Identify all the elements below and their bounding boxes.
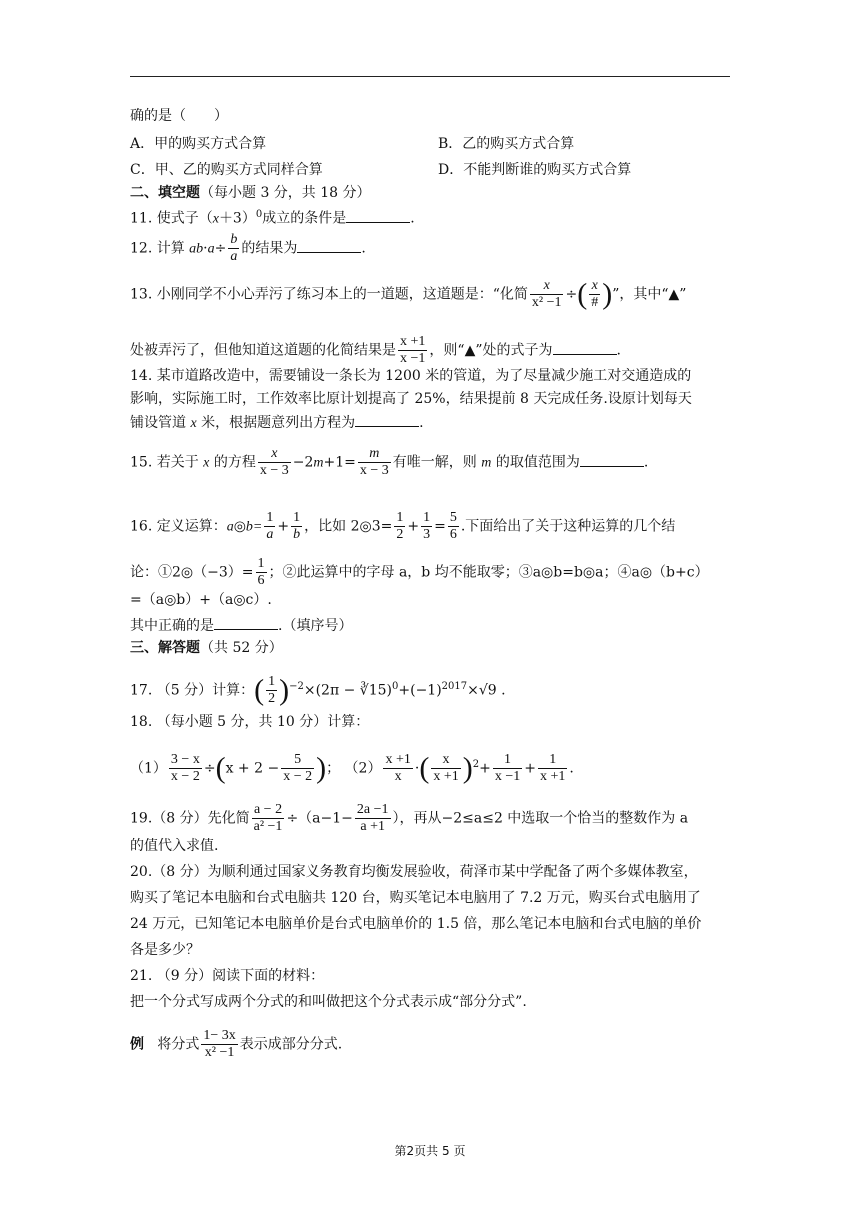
question-13-line-2 (130, 334, 621, 367)
q20-line-1: 20.（8 分）为顺利通过国家义务教育均衡发展验收，荷泽市某中学配备了两个多媒体教室， (130, 864, 698, 880)
section-2-heading (130, 183, 371, 203)
q20-line-4: 各是多少？ (130, 942, 200, 958)
question-12: 12. 计算 ab·a÷ $\frac{b}{a}$ 的结果为 . (130, 232, 366, 264)
question-19 (130, 802, 688, 835)
q15-pre: 15. 若关于 (130, 454, 199, 471)
q13-f3-den: x −1 (400, 351, 426, 366)
q19-f2 (355, 802, 391, 835)
q16-f1-num: 1 (266, 510, 274, 525)
q11-exp: 0 (255, 209, 263, 220)
q17-f-den: 2 (268, 691, 276, 706)
q12-answer-blank[interactable] (297, 238, 361, 253)
q14-var-x: x (190, 416, 197, 431)
q16-f1 (264, 510, 275, 543)
q15-fraction-2 (358, 446, 391, 479)
q14-line-2: 影响，实际施工时，工作效率比原计划提高了 25%，结果提前 8 天完成任务.设原计划每天 (130, 391, 692, 407)
q17-pre: 17. （5 分）计算： (130, 682, 255, 699)
question-17: 17. （5 分）计算：( $\frac{1}{2}$ )$^{-2}\times(2\pi - ∛15)^0+(-1)^{2017}\times√9$ . (130, 673, 506, 707)
q16-f6 (256, 556, 267, 589)
q16-line-4 (130, 615, 352, 636)
q16-f3 (394, 510, 405, 543)
q18-p2-lparen: ( (419, 751, 430, 785)
q18-p2-exp: 2 (472, 758, 480, 770)
q15-f1-den: x − 3 (259, 463, 289, 478)
q18-p1-f2 (281, 752, 314, 785)
option-a: A．甲的购买方式合算 (130, 136, 267, 152)
section-2-note: （每小题 3 分，共 18 分） (200, 185, 371, 201)
q15-fraction-1 (258, 446, 291, 479)
q14-answer-blank[interactable] (355, 412, 419, 427)
q16-l1-post: .下面给出了关于这种运算的几个结 (460, 518, 676, 535)
q16-f4-num: 1 (423, 510, 431, 525)
q14-l3-mid: 米，根据题意列出方程为 (201, 415, 356, 431)
q16-plus: + (277, 518, 290, 535)
q16-line-1 (130, 510, 675, 543)
q11-post: 成立的条件是 (262, 210, 347, 227)
q16-plus-2: + (407, 518, 420, 535)
q18-title: 18. （每小题 5 分，共 10 分）计算： (130, 714, 370, 730)
q18-p2-f3 (493, 752, 522, 785)
q16-f3-den: 2 (396, 527, 404, 542)
q19-mid: ÷（a−1− (286, 810, 353, 827)
q16-eq: = (434, 518, 446, 535)
option-b: B．乙的购买方式合算 (438, 136, 575, 152)
q14-line-1: 14. 某市道路改造中，需要铺设一条长为 1200 米的管道，为了尽量减少施工对交通造成的 (130, 368, 692, 384)
q18-p1-f2-den: x − 2 (283, 769, 313, 784)
q18-p2-f3-num: 1 (504, 752, 512, 767)
q16-l4-post: .（填序号） (278, 618, 353, 634)
q18-p1-div: ÷ (203, 760, 216, 777)
q18-p2-label: （2） (344, 760, 382, 777)
q13-f1-den: x² −1 (531, 295, 562, 310)
q18-p2-f1-den: x (383, 768, 412, 785)
q17-exp1: −2 (289, 680, 304, 692)
q16-f2-num: 1 (293, 510, 301, 525)
q19-line-2: 的值代入求值. (130, 838, 219, 854)
q13-f2-num: x (591, 278, 598, 293)
q16-l1-mid: ，比如 2◎3= (304, 518, 393, 535)
q15-mid1: 的方程 (213, 454, 256, 471)
question-10-tail: 确的是（ ） (130, 108, 228, 124)
q13-f1-num: x (543, 278, 550, 293)
q12-a: a (207, 241, 215, 257)
section-2-title: 二、填空题 (130, 185, 200, 201)
q13-rparen: ) (602, 277, 613, 311)
q16-f6-den: 6 (257, 573, 265, 588)
q15-var-m-2: m (481, 455, 492, 471)
q12-post: 的结果为 (241, 240, 298, 257)
q18-p2-f2 (431, 752, 460, 785)
q13-fraction-2 (589, 278, 600, 311)
q21-f-den: x² −1 (201, 1044, 237, 1061)
q16-f5 (448, 510, 459, 543)
q13-f2-den: # (591, 295, 599, 310)
section-3-heading (130, 638, 283, 658)
q19-f1-num: a − 2 (253, 802, 283, 817)
q19-f2-num: 2a −1 (356, 802, 389, 817)
options-row-1 (130, 134, 266, 154)
q20-line-2: 购买了笔记本电脑和台式电脑共 120 台，购买笔记本电脑用了 7.2 万元，购买台式电脑用了 (130, 890, 701, 906)
q15-end: . (643, 454, 649, 471)
q11-var: x (212, 211, 219, 227)
q12-frac-num: b (230, 232, 238, 247)
q18-p2-dot: · (414, 760, 420, 777)
page-footer: 第2页共 5 页 (394, 1144, 466, 1158)
q18-p1-lparen: ( (215, 751, 226, 785)
q15-f2-num: m (369, 446, 380, 461)
q18-p1-rparen: ) (316, 751, 327, 785)
q19-f1 (252, 802, 285, 835)
q17-lparen-1: ( (254, 673, 265, 707)
q16-f4-den: 3 (423, 527, 431, 542)
q11-end: . (410, 210, 415, 227)
q19-pre: 19.（8 分）先化简 (130, 810, 250, 827)
question-11 (130, 205, 415, 230)
q15-f2-den: x − 3 (359, 463, 389, 478)
q20-line-3: 24 万元，已知笔记本电脑单价是台式电脑单价的 1.5 倍，那么笔记本电脑和台式电脑的单价 (130, 916, 702, 932)
q15-mid5: 的取值范围为 (495, 454, 580, 471)
q13-line2-post: ，则“▲”处的式子为 (429, 342, 553, 359)
q18-p1-label: （1） (130, 760, 167, 777)
q16-l2-pre: 论：①2◎（−3）= (130, 564, 254, 581)
q13-fraction-3 (398, 334, 427, 367)
header-rule (130, 76, 730, 77)
q17-paren-2: 2π − ∛15 (321, 682, 387, 699)
q17-plus: + (398, 682, 411, 699)
q16-l4-pre: 其中正确的是 (130, 618, 214, 634)
q18-p2-f1 (383, 752, 412, 785)
q21-fraction (201, 1028, 237, 1061)
q18-p2-f4-den: x +1 (539, 769, 566, 784)
q18-p1-f1-num: 3 − x (170, 752, 200, 767)
q21-ex-post: 表示成部分分式. (239, 1036, 343, 1053)
q15-mid2: −2 (292, 454, 314, 471)
q18-p2-f3-den: x −1 (494, 769, 521, 784)
option-c: C．甲、乙的购买方式同样合算 (130, 162, 323, 178)
section-3-note: （共 52 分） (200, 640, 283, 656)
q13-lparen: ( (577, 277, 588, 311)
q14-l3-pre: 铺设管道 (130, 415, 186, 431)
q16-line-3: =（a◎b）+（a◎c）. (130, 592, 272, 608)
q15-mid3: +1= (323, 454, 356, 471)
q15-answer-blank[interactable] (580, 452, 644, 467)
q13-line1-post: ”，其中“▲” (612, 286, 687, 303)
q18-p2-end: . (569, 760, 574, 777)
q12-end: . (361, 240, 366, 257)
question-18-parts (130, 752, 574, 785)
q11-mid: ＋3） (218, 210, 256, 227)
q16-line-2 (130, 556, 709, 589)
q12-pre: 12. 计算 (130, 240, 190, 257)
q21-ex-pre: 将分式 (157, 1036, 200, 1053)
q17-exp3: 2017 (441, 680, 468, 692)
q15-mid4: 有唯一解，则 (392, 454, 477, 471)
q21-line-2: 把一个分式写成两个分式的和叫做把这个分式表示成“部分分式”. (130, 994, 527, 1010)
q16-f1-den: a (266, 527, 274, 542)
question-13-line-1: 13. 小刚同学不小心弄污了练习本上的一道题，这道题是：“化简 $\frac{x}{\text{x² −1}}$ ÷( $\frac{x}{\#}$ )”，其中“▲” (130, 277, 687, 311)
q19-post: ），再从−2≤a≤2 中选取一个恰当的整数作为 a (392, 810, 689, 827)
q16-answer-blank[interactable] (214, 615, 278, 630)
q13-line2-pre: 处被弄污了，但他知道这道题的化简结果是 (130, 342, 396, 359)
q18-p1-f1 (169, 752, 202, 785)
q18-p2-rparen: ) (462, 751, 473, 785)
q16-f3-num: 1 (396, 510, 404, 525)
q18-p1-f2-num: 5 (294, 752, 302, 767)
q19-f2-den: a +1 (355, 818, 391, 835)
q13-answer-blank[interactable] (553, 340, 617, 355)
section-3-title: 三、解答题 (130, 640, 200, 656)
q18-p2-f1-num: x +1 (385, 752, 411, 767)
q17-rparen-1: ) (279, 673, 290, 707)
q16-f4 (421, 510, 432, 543)
q18-p2-f4 (538, 752, 567, 785)
q14-line-3 (130, 412, 424, 434)
q12-ab: ab (189, 241, 204, 257)
q17-f-num: 1 (268, 674, 276, 689)
q21-example (130, 1028, 342, 1061)
q15-f1-num: x (271, 446, 278, 461)
q18-p2-f4-num: 1 (549, 752, 557, 767)
q18-p2-f2-num: x (442, 752, 450, 767)
q18-p2-plus1: + (479, 760, 491, 777)
q19-f1-den: a² −1 (253, 819, 283, 834)
q17-exp2: 0 (391, 680, 399, 692)
q17-fraction (266, 674, 277, 707)
q12-frac-den: a (230, 249, 238, 264)
q16-f2 (291, 510, 302, 543)
option-d: D．不能判断谁的购买方式合算 (438, 162, 632, 178)
question-15 (130, 446, 648, 479)
q11-answer-blank[interactable] (346, 208, 410, 223)
q11-pre: 11. 使式子（ (130, 210, 213, 227)
q13-pre: 13. 小刚同学不小心弄污了练习本上的一道题，这道题是：“化简 (130, 286, 528, 303)
q21-example-label: 例 (130, 1036, 144, 1053)
options-row-2 (130, 160, 323, 180)
q13-f3-num: x +1 (400, 334, 426, 349)
q18-p1-end: ； (326, 760, 341, 777)
q12-fraction (228, 232, 239, 265)
q16-f6-num: 1 (257, 556, 265, 571)
q18-p1-in: x + 2 − (225, 760, 280, 777)
q21-line-1: 21. （9 分）阅读下面的材料： (130, 968, 325, 984)
q16-f5-num: 5 (449, 510, 457, 525)
q13-fraction-1 (530, 278, 564, 311)
q17-times-1: × (303, 682, 316, 699)
q18-p2-f2-den: x +1 (433, 769, 459, 784)
q16-f2-den: b (293, 527, 301, 542)
q14-end: . (419, 415, 424, 431)
q15-var-m: m (313, 455, 324, 471)
q13-end: . (616, 342, 621, 359)
q16-l2-post: ；②此运算中的字母 a，b 均不能取零；③a◎b=b◎a；④a◎（b+c） (268, 564, 709, 581)
q15-var-x: x (203, 455, 210, 471)
q18-p1-f1-den: x − 2 (170, 769, 200, 784)
q16-l1-pre: 16. 定义运算： (130, 518, 227, 535)
q17-tail: ×√9 . (467, 682, 506, 699)
q16-f5-den: 6 (449, 527, 457, 542)
q18-p2-plus2: + (524, 760, 536, 777)
q17-paren-3: −1 (415, 682, 437, 699)
q21-f-num: 1− 3x (203, 1028, 236, 1043)
q16-op: a◎b= (226, 519, 263, 535)
